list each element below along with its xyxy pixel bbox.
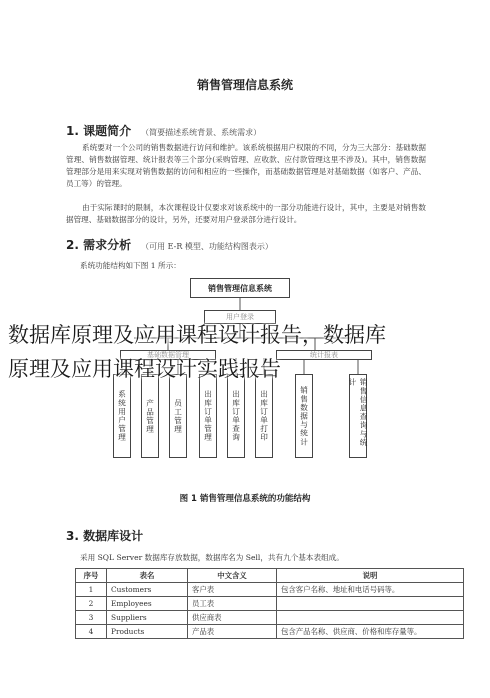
table-cell: 3	[76, 611, 107, 625]
figure-caption: 图 1 销售管理信息系统的功能结构	[179, 494, 311, 504]
table-row	[76, 583, 464, 597]
diagram-mid-right-box: 统计报表	[276, 350, 372, 360]
table-cell: 产品表	[188, 625, 277, 639]
diagram-leaf-8: 销售信息查询与统计	[349, 374, 367, 458]
section2-intro-line: 系统功能结构如下图 1 所示：	[80, 261, 181, 270]
section2-heading-text: 2. 需求分析	[66, 238, 132, 252]
overlay-line-1: 数据库原理及应用课程设计报告，数据库	[8, 323, 386, 347]
diagram-mid-left-box: 基础数据管理	[120, 350, 216, 360]
table-cell: 包含产品名称、供应商、价格和库存量等。	[277, 625, 464, 639]
document-title: 销售管理信息系统	[196, 78, 293, 92]
table-header-cell: 中文含义	[188, 569, 277, 583]
section2-heading	[66, 236, 273, 253]
table-header-cell: 序号	[76, 569, 107, 583]
table-cell: 4	[76, 625, 107, 639]
diagram-leaf-7: 销售数据与统计	[295, 374, 313, 458]
table-cell	[277, 597, 464, 611]
tables-list	[75, 568, 464, 639]
diagram-leaf-3: 员工管理	[169, 374, 187, 458]
table-cell: 2	[76, 597, 107, 611]
diagram-root-box: 销售管理信息系统	[190, 278, 290, 298]
table-row	[76, 597, 464, 611]
table-header-cell: 说明	[277, 569, 464, 583]
diagram-leaf-4: 出库订单管理	[199, 374, 217, 458]
table-header-row	[76, 569, 464, 583]
table-cell: 包含客户名称、地址和电话号码等。	[277, 583, 464, 597]
diagram-login-box: 用户登录	[204, 310, 276, 324]
table-cell: 客户表	[188, 583, 277, 597]
diagram-leaf-5: 出库订单查询	[227, 374, 245, 458]
section2-note: （可用 E-R 模型、功能结构图表示）	[141, 242, 273, 251]
diagram-leaf-6: 出库订单打印	[255, 374, 273, 458]
table-cell: Products	[107, 625, 188, 639]
table-row	[76, 611, 464, 625]
section1-note: （简要描述系统背景、系统需求）	[141, 128, 262, 137]
diagram-leaf-2: 产品管理	[141, 374, 159, 458]
overlay-caption	[8, 318, 484, 386]
table-row	[76, 625, 464, 639]
table-cell	[277, 611, 464, 625]
section1-heading-text: 1. 课题简介	[66, 124, 132, 138]
table-cell: Suppliers	[107, 611, 188, 625]
table-cell: Employees	[107, 597, 188, 611]
table-cell: 1	[76, 583, 107, 597]
overlay-line-2: 原理及应用课程设计实践报告	[8, 357, 281, 381]
section1-paragraph-2: 由于实际课时的限制，本次课程设计仅要求对该系统中的一部分功能进行设计，其中，主要是对销售数据管理、基础数据部分的设计，另外，还要对用户登录部分进行设计。	[66, 203, 426, 224]
section3-heading: 3. 数据库设计	[66, 529, 144, 543]
section1-paragraph-1: 系统要对一个公司的销售数据进行访问和维护。该系统根据用户权限的不同，分为三大部分：基础数据管理、销售数据管理、统计报表等三个部分(采购管理、应收款、应付款管理这里不涉及)。其中，销售数据管理部分是用来实现对销售数据的访问和相应的一些操作，而基础数据管理是对基础数据（如客户、产品、员工等）的管理。	[66, 143, 426, 188]
table-cell: Customers	[107, 583, 188, 597]
table-cell: 员工表	[188, 597, 277, 611]
section1-heading	[66, 122, 261, 139]
table-header-cell: 表名	[107, 569, 188, 583]
section3-intro-line: 采用 SQL Server 数据库存放数据，数据库名为 Sell，共有九个基本表组成。	[80, 553, 344, 562]
table-cell: 供应商表	[188, 611, 277, 625]
diagram-leaf-1: 系统用户管理	[113, 374, 131, 458]
